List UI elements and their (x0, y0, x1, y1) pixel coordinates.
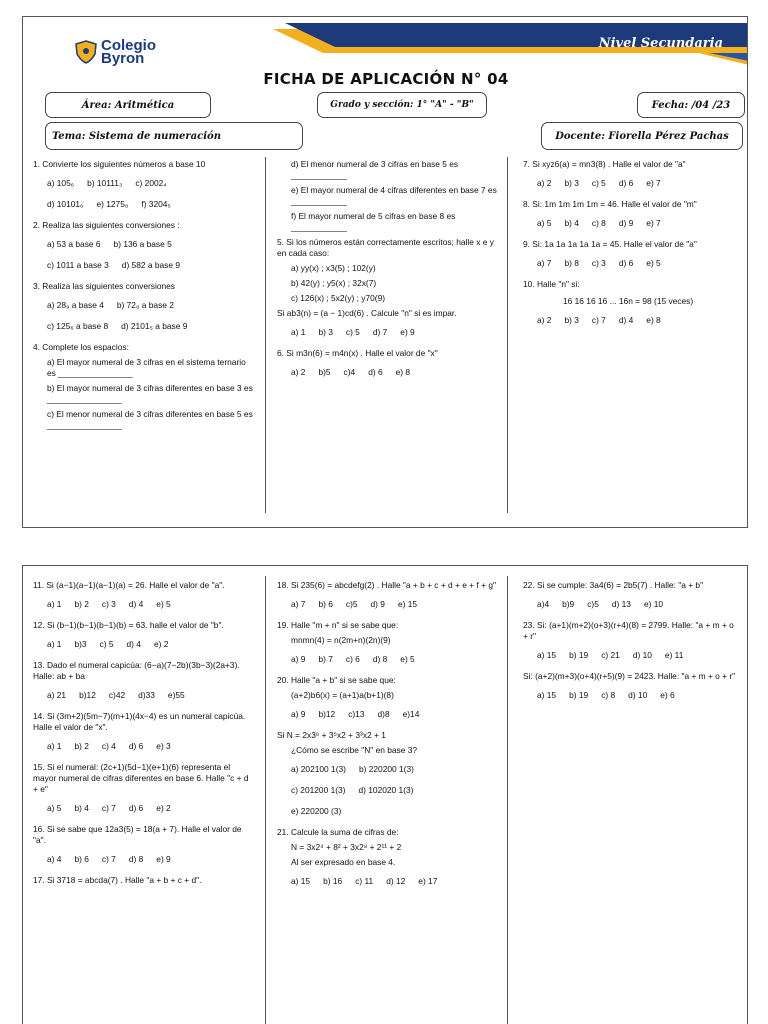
answer-option: d) 2101₅ a base 9 (121, 321, 188, 331)
answer-option: c)13 (348, 709, 365, 719)
answer-option: c) 7 (101, 854, 116, 864)
answer-option: b) 10111₃ (87, 178, 123, 188)
answer-option: e) 17 (418, 876, 438, 886)
answer-options (537, 258, 739, 269)
answer-option: e)14 (402, 709, 420, 719)
answer-option: b)9 (562, 599, 575, 609)
answer-option: b) 16 (323, 876, 343, 886)
answer-option: b) 6 (74, 854, 89, 864)
answer-option: c) 6 (345, 654, 360, 664)
answer-option: b) 7 (318, 654, 333, 664)
question-text: 5. Si los números están correctamente escritos; halle x e y en cada caso: (277, 237, 494, 258)
answer-option: a) 2 (291, 367, 306, 377)
question-text: 8. Si: 1m 1m 1m 1m = 46. Halle el valor de "m" (523, 199, 697, 209)
column-divider (507, 157, 508, 513)
answer-option: d) 6 (368, 367, 383, 377)
answer-options (291, 785, 497, 796)
answer-option: e)55 (167, 690, 185, 700)
answer-option: a) 2 (537, 178, 552, 188)
answer-option: b) 72₈ a base 2 (116, 300, 174, 310)
answer-option: e) 15 (397, 599, 418, 609)
question-text: 6. Si m3n(6) = m4n(x) . Halle el valor de "x" (277, 348, 438, 358)
question-text: 12. Si (b−1)(b−1)(b−1)(b) = 63. halle el valor de "b". (33, 620, 224, 630)
answer-option: b) 6 (318, 599, 333, 609)
answer-option: a) 15 (291, 876, 311, 886)
answer-option: d)8 (377, 709, 390, 719)
answer-option: a) 53 a base 6 (47, 239, 101, 249)
question-text: 21. Calcule la suma de cifras de: (277, 827, 399, 837)
question-text: 17. Si 3718 = abcda(7) . Halle "a + b + c + d". (33, 875, 202, 885)
answer-option: b) 3 (564, 178, 579, 188)
question-subitem: mnmn(4) = n(2m+n)(2n)(9) (291, 635, 391, 645)
column-divider (507, 576, 508, 1024)
answer-option: e) 9 (400, 327, 415, 337)
question-text: 16. Si se sabe que 12a3(5) = 18(a + 7). Halle el valor de "a". (33, 824, 242, 845)
answer-option: d)33 (138, 690, 155, 700)
answer-options (537, 690, 739, 701)
answer-options (47, 639, 255, 650)
answer-option: c) 3 (101, 599, 116, 609)
answer-options (47, 599, 255, 610)
answer-option: c) 125₆ a base 8 (47, 321, 109, 331)
answer-option: c) 8 (591, 218, 606, 228)
fecha-box: Fecha: /04 /23 (637, 92, 745, 118)
question-text: 9. Si: 1a 1a 1a 1a 1a = 45. Halle el valor de "a" (523, 239, 697, 249)
question-text: 15. Si el numeral: (2c+1)(5d−1)(e+1)(6) representa el mayor numeral de cifras diferentes en base 6. Halle "c + d + e" (33, 762, 249, 794)
column-3 (523, 159, 739, 336)
answer-option: c) 3 (591, 258, 606, 268)
answer-option: e) 9 (156, 854, 171, 864)
nested-expression: 16 16 16 16 ... 16n = 98 (15 veces) (563, 296, 694, 306)
answer-option: d) 10101₆ (47, 199, 84, 209)
answer-option: a) 28₉ a base 4 (47, 300, 104, 310)
answer-option: a) 21 (47, 690, 67, 700)
question-text: 3. Realiza las siguientes conversiones (33, 281, 175, 291)
answer-options (537, 650, 739, 661)
answer-option: b) 220200 1(3) (358, 764, 414, 774)
answer-option: a)4 (537, 599, 550, 609)
question-subitem: c) 126(x) ; 5x2(y) ; y70(9) (291, 293, 386, 303)
area-box: Área: Aritmética (45, 92, 211, 118)
answer-option: f) 3204₅ (141, 199, 171, 209)
level-label: Nivel Secundaria (598, 36, 723, 51)
question-subitem: e) El mayor numeral de 4 cifras diferentes en base 7 es ____________ (291, 185, 497, 206)
answer-options (537, 178, 739, 189)
answer-option: b) 4 (564, 218, 579, 228)
answer-option: a) 15 (537, 650, 557, 660)
question-text: Si N = 2x3⁶ + 3⁵x2 + 3³x2 + 1 (277, 730, 386, 740)
answer-option: d) 10 (632, 650, 652, 660)
answer-option: a) 105₆ (47, 178, 75, 188)
answer-option: d) 7 (372, 327, 388, 337)
answer-option: d) 13 (611, 599, 631, 609)
worksheet-page-2 (22, 565, 748, 1024)
answer-options (291, 367, 497, 378)
answer-option: a) 4 (47, 854, 62, 864)
answer-option: d) 9 (370, 599, 385, 609)
answer-option: a) 5 (537, 218, 552, 228)
answer-option: c)42 (108, 690, 126, 700)
column-1 (33, 580, 255, 890)
answer-options (47, 741, 255, 752)
answer-option: b) 8 (564, 258, 579, 268)
answer-option: e) 5 (400, 654, 415, 664)
answer-option: a) 1 (47, 599, 62, 609)
answer-option: c) 5 (99, 639, 114, 649)
answer-option: e) 7 (646, 218, 661, 228)
answer-option: b) 2 (74, 599, 89, 609)
answer-option: c) 8 (601, 690, 616, 700)
answer-option: e) 2 (153, 639, 169, 649)
answer-option: e) 7 (646, 178, 661, 188)
question-text: 22. Si se cumple: 3a4(6) = 2b5(7) . Halle: "a + b" (523, 580, 704, 590)
answer-options (537, 315, 739, 326)
answer-option: e) 1275₈ (96, 199, 129, 209)
answer-options (291, 876, 497, 887)
answer-options (47, 690, 255, 701)
answer-options (291, 709, 497, 720)
worksheet-page-1 (22, 16, 748, 528)
question-subitem: f) El mayor numeral de 5 cifras en base 8 es ____________ (291, 211, 456, 232)
column-1 (33, 159, 255, 435)
answer-option: e) 5 (646, 258, 661, 268)
answer-option: a) 1 (291, 327, 306, 337)
question-subitem: b) El mayor numeral de 3 cifras diferentes en base 3 es ________________ (47, 383, 253, 404)
school-name-line1: Colegio (101, 37, 156, 54)
answer-option: a) 1 (47, 639, 62, 649)
answer-option: e) 3 (156, 741, 171, 751)
question-text: 10. Halle "n" si: (523, 279, 580, 289)
question-subitem: Al ser expresado en base 4. (291, 857, 396, 867)
answer-option: a) 1 (47, 741, 62, 751)
answer-option: a) 202100 1(3) (291, 764, 346, 774)
answer-option: d) 6 (128, 803, 144, 813)
answer-option: b) 2 (74, 741, 89, 751)
shield-icon (75, 40, 97, 64)
question-text: 14. Si (3m+2)(5m−7)(m+1)(4x−4) es un numeral capicúa. Halle el valor de "x". (33, 711, 246, 732)
answer-options (47, 178, 255, 189)
question-text: 18. Si 235(6) = abcdefg(2) . Halle "a + b + c + d + e + f + g" (277, 580, 496, 590)
column-divider (265, 157, 266, 513)
answer-option: e) 2 (156, 803, 171, 813)
answer-option: c)5 (345, 599, 358, 609)
answer-option: c) 7 (591, 315, 606, 325)
answer-option: e) 10 (643, 599, 664, 609)
answer-option: c) 7 (101, 803, 116, 813)
answer-option: c) 5 (345, 327, 360, 337)
answer-option: d) 8 (372, 654, 388, 664)
answer-options (291, 599, 497, 610)
answer-options (291, 327, 497, 338)
answer-options (291, 654, 497, 665)
question-text: 13. Dado el numeral capicúa: (6−a)(7−2b)(3b−3)(2a+3). Halle: ab + ba (33, 660, 240, 681)
answer-option: e) 6 (660, 690, 675, 700)
tema-box: Tema: Sistema de numeración (45, 122, 303, 150)
question-subitem: c) El menor numeral de 3 cifras diferentes en base 5 es ________________ (47, 409, 253, 430)
answer-option: a) 7 (537, 258, 552, 268)
answer-option: e) 5 (156, 599, 171, 609)
docente-box: Docente: Fiorella Pérez Pachas (541, 122, 743, 150)
answer-option: a) 15 (537, 690, 557, 700)
question-subitem: b) 42(y) ; y5(x) ; 32x(7) (291, 278, 377, 288)
column-2 (277, 580, 497, 897)
answer-option: d) 6 (618, 258, 634, 268)
answer-option: c)4 (343, 367, 356, 377)
answer-option: d) 12 (386, 876, 406, 886)
answer-option: d) 9 (618, 218, 634, 228)
answer-option: d) 4 (128, 599, 144, 609)
question-text: 1. Convierte los siguientes números a base 10 (33, 159, 206, 169)
question-subitem: ¿Cómo se escribe "N" en base 3? (291, 745, 418, 755)
answer-option: e) 11 (664, 650, 684, 660)
column-2 (277, 159, 497, 388)
school-logo (75, 39, 156, 65)
answer-option: c) 21 (601, 650, 620, 660)
answer-options (47, 260, 255, 271)
answer-option: d) 4 (126, 639, 141, 649)
question-subitem: d) El menor numeral de 3 cifras en base 5 es ____________ (291, 159, 459, 180)
answer-option: e) 220200 (3) (291, 806, 342, 816)
answer-option: b) 19 (569, 690, 589, 700)
answer-option: a) 7 (291, 599, 306, 609)
question-subitem: a) El mayor numeral de 3 cifras en el sistema ternario es ________________ (47, 357, 246, 378)
answer-options (537, 599, 739, 610)
answer-options (47, 300, 255, 311)
column-divider (265, 576, 266, 1024)
question-text: 7. Si xyz6(a) = mn3(8) . Halle el valor de "a" (523, 159, 686, 169)
school-name-line2: Byron (101, 50, 145, 67)
answer-option: e) 8 (395, 367, 411, 377)
answer-option: d) 10 (628, 690, 648, 700)
question-text: 11. Si (a−1)(a−1)(a−1)(a) = 26. Halle el valor de "a". (33, 580, 225, 590)
answer-option: b)12 (79, 690, 96, 700)
column-3 (523, 580, 739, 711)
question-text: 19. Halle "m + n" si se sabe que: (277, 620, 399, 630)
answer-options (537, 218, 739, 229)
answer-option: d) 102020 1(3) (358, 785, 414, 795)
answer-option: a) 9 (291, 654, 306, 664)
answer-option: d) 6 (618, 178, 634, 188)
question-text: 2. Realiza las siguientes conversiones : (33, 220, 180, 230)
answer-option: c) 2002₄ (135, 178, 167, 188)
answer-option: a) 9 (291, 709, 306, 719)
question-text: 20. Halle "a + b" si se sabe que: (277, 675, 396, 685)
answer-option: b)5 (318, 367, 331, 377)
question-subitem: (a+2)b6(x) = (a+1)a(b+1)(8) (291, 690, 394, 700)
answer-options (47, 854, 255, 865)
answer-option: b) 19 (569, 650, 589, 660)
answer-option: b) 136 a base 5 (113, 239, 172, 249)
answer-option: b) 4 (74, 803, 89, 813)
answer-option: c) 201200 1(3) (291, 785, 346, 795)
answer-option: d) 6 (128, 741, 144, 751)
answer-options (291, 764, 497, 775)
question-text: Si ab3(n) = (a − 1)cd(6) . Calcule "n" si es impar. (277, 308, 457, 318)
question-text: 23. Si: (a+1)(m+2)(o+3)(r+4)(8) = 2799. Halle: "a + m + o + r" (523, 620, 734, 641)
grado-box: Grado y sección: 1° "A" - "B" (317, 92, 487, 118)
question-subitem: a) yy(x) ; x3(5) ; 102(y) (291, 263, 376, 273)
answer-options (47, 321, 255, 332)
answer-option: a) 5 (47, 803, 62, 813)
question-subitem: N = 3x2⁴ + 8² + 3x2⁸ + 2¹¹ + 2 (291, 842, 402, 852)
answer-option: b) 3 (564, 315, 579, 325)
answer-option: d) 4 (618, 315, 634, 325)
answer-option: b) 3 (318, 327, 333, 337)
answer-option: c) 4 (101, 741, 116, 751)
answer-option: c)5 (587, 599, 599, 609)
question-text: 4. Complete los espacios: (33, 342, 129, 352)
answer-option: b)3 (74, 639, 87, 649)
answer-options (47, 199, 255, 210)
answer-options (47, 803, 255, 814)
answer-option: c) 1011 a base 3 (47, 260, 109, 270)
answer-option: a) 2 (537, 315, 552, 325)
answer-options (291, 806, 497, 817)
answer-option: c) 5 (591, 178, 606, 188)
answer-option: d) 8 (128, 854, 144, 864)
answer-option: d) 582 a base 9 (121, 260, 180, 270)
question-text: Si: (a+2)(m+3)(o+4)(r+5)(9) = 2423. Halle: "a + m + o + r" (523, 671, 736, 681)
answer-options (47, 239, 255, 250)
answer-option: b)12 (318, 709, 336, 719)
answer-option: c) 11 (355, 876, 374, 886)
page-title: FICHA DE APLICACIÓN N° 04 (263, 70, 509, 88)
answer-option: e) 8 (646, 315, 661, 325)
